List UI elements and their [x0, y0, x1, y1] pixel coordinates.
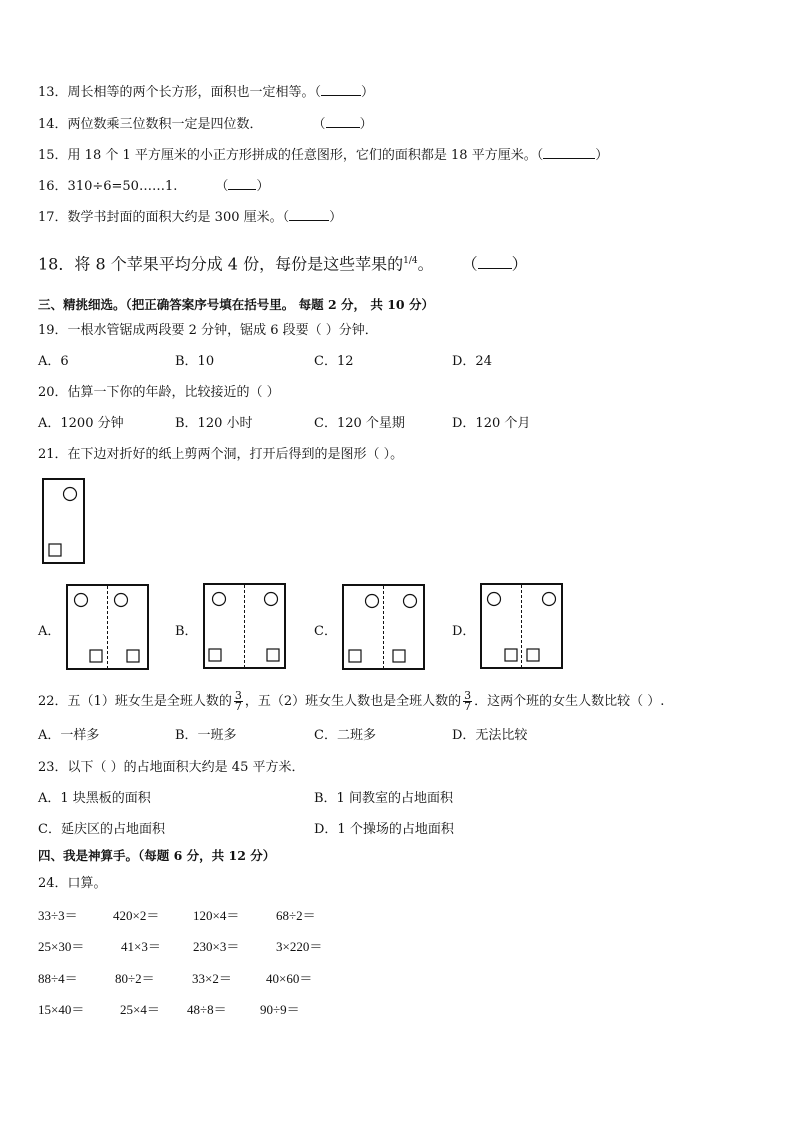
q22-option-d[interactable]: D．无法比较	[452, 728, 528, 743]
q21-option-a-label[interactable]: A．	[38, 624, 61, 639]
answer-blank-18[interactable]	[478, 256, 512, 269]
question-22-fraction-1	[234, 691, 243, 712]
section-4-heading: 四、我是神算手。（每题 6 分，共 12 分）	[38, 848, 276, 863]
question-14-close: ）	[359, 117, 373, 132]
question-17	[38, 208, 342, 226]
paper-square-hole	[49, 544, 61, 556]
question-14-open: （	[312, 117, 326, 132]
question-18-open: （	[461, 254, 478, 274]
calc-item: 120×4＝	[193, 908, 240, 923]
square-hole	[349, 650, 361, 662]
square-hole	[127, 650, 139, 662]
calc-item: 40×60＝	[266, 971, 313, 986]
folded-paper-figure	[42, 478, 86, 564]
circle-hole	[488, 593, 501, 606]
question-22-fraction-2	[463, 691, 472, 712]
calc-item: 420×2＝	[113, 908, 160, 923]
question-19-stem: 19．一根水管锯成两段要 2 分钟，锯成 6 段要（ ）分钟．	[38, 323, 378, 338]
question-13-text: 13．周长相等的两个长方形，面积也一定相等。（	[38, 85, 322, 100]
calc-item: 230×3＝	[193, 939, 240, 954]
section-3-heading: 三、精挑细选。（把正确答案序号填在括号里。 每题 2 分， 共 10 分）	[38, 297, 434, 312]
paper-circle-hole	[64, 488, 77, 501]
fraction-numerator: 3	[464, 689, 472, 702]
question-16-open: （	[215, 179, 229, 194]
question-18-tail: 。	[417, 254, 434, 274]
q21-option-c-figure[interactable]	[342, 584, 426, 670]
question-16-close: ）	[256, 179, 270, 194]
calc-item: 15×40＝	[38, 1002, 85, 1017]
q20-option-a[interactable]: A．1200 分钟	[38, 416, 124, 431]
question-14	[38, 115, 373, 133]
q19-option-a[interactable]: A．6	[38, 354, 69, 369]
q20-option-c[interactable]: C．120 个星期	[314, 416, 405, 431]
answer-blank-14[interactable]	[326, 115, 360, 128]
question-18	[38, 253, 528, 272]
q22-option-a[interactable]: A．一样多	[38, 728, 100, 743]
calc-item: 41×3＝	[121, 939, 161, 954]
q21-option-d-label[interactable]: D．	[452, 624, 476, 639]
circle-hole	[543, 593, 556, 606]
question-22-part2: ，五（2）班女生人数也是全班人数的	[244, 694, 462, 709]
square-hole	[90, 650, 102, 662]
square-hole	[505, 649, 517, 661]
question-15-close: ）	[595, 148, 609, 163]
q23-option-d[interactable]: D．1 个操场的占地面积	[314, 822, 454, 837]
calc-item: 88÷4＝	[38, 971, 78, 986]
question-23-stem: 23．以下（ ）的占地面积大约是 45 平方米．	[38, 760, 305, 775]
question-17-close: ）	[329, 210, 343, 225]
calc-item: 90÷9＝	[260, 1002, 300, 1017]
q19-option-c[interactable]: C．12	[314, 354, 354, 369]
circle-hole	[213, 593, 226, 606]
fraction-numerator: 3	[234, 689, 242, 702]
q22-option-c[interactable]: C．二班多	[314, 728, 376, 743]
circle-hole	[75, 594, 88, 607]
answer-blank-17[interactable]	[289, 208, 329, 221]
answer-blank-15[interactable]	[543, 146, 595, 159]
q19-option-d[interactable]: D．24	[452, 354, 492, 369]
q23-option-a[interactable]: A．1 块黑板的面积	[38, 791, 151, 806]
question-13-close: ）	[361, 85, 375, 100]
q21-option-a-figure[interactable]	[66, 584, 150, 670]
question-18-close: ）	[511, 254, 528, 274]
q23-option-b[interactable]: B．1 间教室的占地面积	[314, 791, 453, 806]
square-hole	[393, 650, 405, 662]
circle-hole	[115, 594, 128, 607]
calc-item: 25×30＝	[38, 939, 85, 954]
question-15-text: 15．用 18 个 1 平方厘米的小正方形拼成的任意图形，它们的面积都是 18 平方厘米。（	[38, 148, 544, 163]
q21-option-c-label[interactable]: C．	[314, 624, 337, 639]
question-18-text: 18．将 8 个苹果平均分成 4 份，每份是这些苹果的	[38, 254, 404, 274]
question-15	[38, 146, 608, 164]
question-24-stem: 24．口算。	[38, 876, 107, 891]
q21-option-d-figure[interactable]	[480, 583, 564, 669]
question-22-stem	[38, 691, 664, 712]
q21-option-b-figure[interactable]	[203, 583, 287, 669]
circle-hole	[366, 595, 379, 608]
question-16	[38, 177, 269, 195]
square-hole	[527, 649, 539, 661]
q22-option-b[interactable]: B．一班多	[175, 728, 237, 743]
question-18-fraction: 1/4	[403, 256, 418, 266]
fraction-denominator: 7	[464, 700, 472, 713]
fraction-denominator: 4	[411, 256, 418, 266]
question-13	[38, 83, 374, 101]
calc-item: 25×4＝	[120, 1002, 160, 1017]
question-20-stem: 20．估算一下你的年龄，比较接近的（ ）	[38, 385, 280, 400]
circle-hole	[404, 595, 417, 608]
q19-option-b[interactable]: B．10	[175, 354, 215, 369]
square-hole	[209, 649, 221, 661]
q23-option-c[interactable]: C．延庆区的占地面积	[38, 822, 165, 837]
question-21-stem: 21．在下边对折好的纸上剪两个洞，打开后得到的是图形（ ）。	[38, 447, 404, 462]
question-22-part3: ．这两个班的女生人数比较（ ）.	[474, 694, 665, 709]
answer-blank-16[interactable]	[228, 177, 256, 190]
question-14-text: 14．两位数乘三位数积一定是四位数．	[38, 117, 263, 132]
fraction-denominator: 7	[234, 700, 242, 713]
calc-item: 68÷2＝	[276, 908, 316, 923]
square-hole	[267, 649, 279, 661]
circle-hole	[265, 593, 278, 606]
calc-item: 33×2＝	[192, 971, 232, 986]
answer-blank-13[interactable]	[321, 83, 361, 96]
q20-option-d[interactable]: D．120 个月	[452, 416, 531, 431]
calc-item: 48÷8＝	[187, 1002, 227, 1017]
calc-item: 3×220＝	[276, 939, 323, 954]
q20-option-b[interactable]: B．120 小时	[175, 416, 253, 431]
calc-item: 80÷2＝	[115, 971, 155, 986]
question-16-text: 16．310÷6=50……1.	[38, 179, 178, 194]
q21-option-b-label[interactable]: B．	[175, 624, 198, 639]
calc-item: 33÷3＝	[38, 908, 78, 923]
question-17-text: 17．数学书封面的面积大约是 300 厘米。（	[38, 210, 290, 225]
question-22-part1: 22．五（1）班女生是全班人数的	[38, 694, 232, 709]
fraction-numerator: 1	[403, 256, 409, 266]
